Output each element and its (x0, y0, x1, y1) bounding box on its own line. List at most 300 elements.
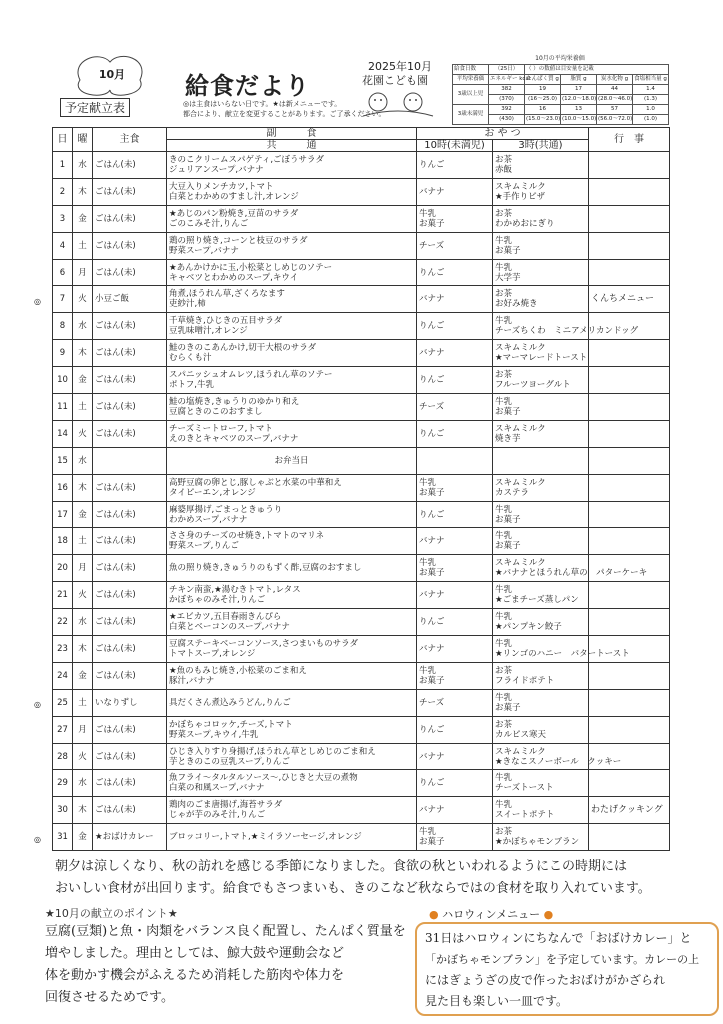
snack-3-cell (493, 528, 589, 555)
snack-10-cell-text: りんご (419, 778, 445, 789)
weekday-cell (73, 528, 93, 555)
staple-cell (93, 636, 167, 663)
menu-table (52, 127, 670, 851)
snack-10-cell (417, 474, 493, 501)
nutrition-table (452, 64, 669, 125)
snack-10-cell (417, 582, 493, 609)
day-cell (53, 743, 73, 770)
day-cell-text: 22 (57, 617, 68, 628)
weekday-cell (73, 286, 93, 313)
weekday-cell (73, 420, 93, 447)
snack-3-cell (493, 636, 630, 663)
side-dish-cell (167, 501, 417, 528)
staple-cell (93, 824, 167, 851)
staple-cell-text: ごはん(未) (95, 159, 136, 170)
nutrition-value: 13 (561, 105, 597, 115)
day-cell (53, 797, 73, 824)
halloween-title: ● ハロウィンメニュー ● (425, 906, 557, 922)
day-cell-text: 24 (57, 670, 68, 681)
side-dish-cell-text: 魚フライ〜タルタルソース〜,ひじきと大豆の煮物 (169, 773, 358, 784)
side-dish-cell-text: トマトスープ,オレンジ (169, 648, 256, 659)
weekday-cell-text: 火 (78, 428, 87, 439)
snack-3-cell-text: スキムミルク (495, 477, 546, 488)
weekday-cell-text: 火 (78, 294, 87, 305)
day-cell (53, 474, 73, 501)
staple-cell-text: ごはん(未) (95, 401, 136, 412)
staple-cell (93, 797, 167, 824)
nutrition-value: 44 (597, 85, 633, 95)
menu-row (53, 743, 670, 770)
halloween-line: 31日はハロウィンにちなんで「おばけカレー」と (425, 931, 692, 945)
staple-cell (93, 420, 167, 447)
menu-row (53, 797, 670, 824)
weekday-cell (73, 178, 93, 205)
event-cell (589, 394, 670, 421)
snack-3-cell-text: 牛乳 (495, 800, 513, 811)
event-cell (589, 501, 670, 528)
nutrition-row-label: 3歳以上児 (453, 85, 489, 105)
day-cell-text: 11 (57, 401, 68, 412)
snack-10-cell (417, 394, 493, 421)
weekday-cell (73, 152, 93, 179)
day-cell-text: 16 (57, 482, 68, 493)
snack-10-cell (417, 824, 493, 851)
staple-cell (93, 689, 167, 716)
weekday-cell (73, 474, 93, 501)
header-note-2: 都合により、献立を変更することがあります。ご了承ください。 (183, 110, 386, 118)
side-dish-cell-text: 吏紗汁,柿 (169, 299, 206, 310)
snack-3-cell-text: お茶 (495, 370, 513, 381)
side-dish-cell (167, 259, 417, 286)
days-label: 給食日数 (453, 65, 489, 75)
side-dish-cell (167, 528, 417, 555)
side-dish-cell (167, 609, 417, 636)
staple-cell-text: ごはん(未) (95, 536, 136, 547)
menu-row (53, 286, 670, 313)
snack-3-cell-text: 牛乳 (495, 531, 513, 542)
menu-row (53, 394, 670, 421)
snack-10-cell (417, 609, 493, 636)
side-dish-cell-text: 豚汁,バナナ (169, 675, 215, 686)
day-cell (53, 286, 73, 313)
weekday-cell (73, 205, 93, 232)
side-dish-cell-text: 豆腐ときのこのおすまし (169, 406, 263, 417)
staple-cell-text: 小豆ご飯 (95, 294, 130, 305)
snack-3-cell-text: お茶 (495, 719, 513, 730)
intro-text (55, 856, 695, 900)
header-side: 副 食 (167, 128, 417, 140)
weekday-cell (73, 716, 93, 743)
day-cell (53, 609, 73, 636)
schedule-subtitle: 予定献立表 (60, 98, 130, 117)
snack-10-cell-text: お菓子 (419, 487, 445, 498)
side-dish-cell-text: 千草焼き,ひじきの五目サラダ (169, 316, 283, 327)
weekday-cell-text: 金 (78, 213, 87, 224)
staple-cell (93, 152, 167, 179)
snack-3-cell (493, 340, 589, 367)
snack-3-cell-text: スキムミルク (495, 181, 546, 192)
snack-3-cell (493, 797, 589, 824)
snack-3-cell-text: ★手作りピザ (495, 191, 546, 202)
side-dish-cell-text: 野菜スープ,りんご (169, 541, 239, 552)
menu-row (53, 152, 670, 179)
snack-10-cell (417, 152, 493, 179)
header-snack-3: 3時(共通) (493, 140, 589, 152)
snack-3-cell-text: わかめおにぎり (495, 218, 555, 229)
header-snack-10: 10時(未満児) (417, 140, 493, 152)
side-dish-cell-text: 芋ときのこの豆乳スープ,りんご (169, 756, 290, 767)
weekday-cell (73, 824, 93, 851)
day-cell (53, 582, 73, 609)
snack-10-cell (417, 447, 493, 474)
school-name: 花園こども園 (362, 74, 428, 87)
snack-10-cell-text: 牛乳 (419, 208, 437, 219)
nutrition-value: 382 (489, 85, 525, 95)
side-dish-cell-text: 鮭のきのこあんかけ,切干大根のサラダ (169, 343, 317, 354)
nutrition-row-label: 3歳未満児 (453, 105, 489, 125)
staple-cell-text: ごはん(未) (95, 643, 136, 654)
side-dish-cell-text: タイピーエン,オレンジ (169, 487, 256, 498)
snack-3-cell (493, 420, 589, 447)
side-dish-cell-text: 鮭の塩焼き,きゅうりのゆかり和え (169, 396, 300, 407)
staple-cell-text: ごはん(未) (95, 186, 136, 197)
side-dish-cell (167, 797, 417, 824)
snack-10-cell-text: りんご (419, 724, 445, 735)
snack-3-cell-text: スキムミルク (495, 746, 546, 757)
event-cell (589, 797, 670, 824)
menu-row (53, 528, 670, 555)
snack-10-cell-text: りんご (419, 428, 445, 439)
day-cell-text: 7 (59, 294, 66, 305)
weekday-cell (73, 797, 93, 824)
day-cell-text: 23 (57, 643, 68, 654)
snack-3-cell-text: ★リンゴのハニー バタートースト (495, 648, 630, 659)
staple-cell-text: ごはん(未) (95, 428, 136, 439)
event-cell (589, 716, 670, 743)
weekday-cell (73, 609, 93, 636)
staple-cell (93, 447, 167, 474)
snack-10-cell (417, 555, 493, 582)
snack-3-cell-text: 大学芋 (495, 272, 521, 283)
snack-3-cell-text: チーズトースト (495, 783, 554, 794)
menu-row (53, 555, 670, 582)
nutrition-note: （ ）の数値は目安量を記載 (525, 65, 669, 75)
page-title: 給食だより (185, 72, 310, 100)
day-cell (53, 555, 73, 582)
menu-row (53, 662, 670, 689)
snack-3-cell-text: スキムミルク (495, 423, 546, 434)
menu-row (53, 232, 670, 259)
event-cell (589, 474, 670, 501)
halloween-body (425, 928, 715, 1012)
intro-line-2: おいしい食材が出回ります。給食でもさつまいも、きのこなど秋ならではの食材を取り入れています。 (55, 881, 651, 896)
staple-cell-text: ごはん(未) (95, 563, 136, 574)
snack-3-cell-text: 牛乳 (495, 235, 513, 246)
staple-cell-text: ごはん(未) (95, 375, 136, 386)
nutrition-value: 19 (525, 85, 561, 95)
day-cell (53, 716, 73, 743)
staple-cell-text: ★おばけカレー (95, 832, 154, 843)
staple-cell (93, 232, 167, 259)
nutrition-target: (430) (489, 115, 525, 125)
day-cell (53, 178, 73, 205)
side-dish-cell-text: ★エビカツ,五目春雨きんぴら (169, 612, 282, 623)
weekday-cell-text: 金 (78, 375, 87, 386)
staple-cell-text: ごはん(未) (95, 213, 136, 224)
snack-3-cell-text: チーズちくわ ミニアメリカンドッグ (495, 326, 639, 337)
snack-3-cell-text: フルーツヨーグルト (495, 380, 571, 391)
event-cell (589, 447, 670, 474)
event-cell (589, 824, 670, 851)
event-cell-text: くんちメニュー (591, 294, 655, 305)
snack-10-cell (417, 340, 493, 367)
side-dish-cell (167, 152, 417, 179)
snack-3-cell-text: 牛乳 (495, 504, 513, 515)
staple-cell-text: ごはん(未) (95, 778, 136, 789)
staple-cell (93, 394, 167, 421)
weekday-cell-text: 水 (78, 778, 87, 789)
side-dish-cell-text: えのきとキャベツのスープ,バナナ (169, 433, 299, 444)
side-dish-cell (167, 716, 417, 743)
weekday-cell-text: 土 (78, 401, 87, 412)
snack-10-cell (417, 662, 493, 689)
event-cell (589, 232, 670, 259)
side-dish-cell-text: チーズミートローフ,トマト (169, 423, 273, 434)
staple-cell (93, 662, 167, 689)
event-cell (589, 340, 670, 367)
snack-10-cell-text: バナナ (419, 590, 445, 601)
side-dish-cell-text: わかめスープ,バナナ (169, 514, 248, 525)
staple-cell (93, 582, 167, 609)
side-dish-cell-text: チキン南蛮,★湯むきトマト,レタス (169, 585, 301, 596)
weekday-cell-text: 火 (78, 590, 87, 601)
staple-cell (93, 205, 167, 232)
side-dish-cell-text: キャベツとわかめのスープ,キウイ (169, 272, 299, 283)
snack-3-cell-text: スキムミルク (495, 558, 546, 569)
event-cell (589, 259, 670, 286)
day-cell-text: 21 (57, 590, 68, 601)
staple-cell (93, 743, 167, 770)
snack-10-cell (417, 797, 493, 824)
day-cell (53, 152, 73, 179)
day-cell-text: 2 (59, 186, 66, 197)
snack-10-cell-text: バナナ (419, 348, 445, 359)
event-cell (589, 152, 670, 179)
snack-3-cell (493, 689, 589, 716)
staple-cell-text: ごはん(未) (95, 617, 136, 628)
snack-10-cell-text: お菓子 (419, 675, 445, 686)
staple-cell (93, 501, 167, 528)
weekday-cell-text: 木 (78, 643, 87, 654)
menu-row (53, 259, 670, 286)
menu-point-line: 回復させるためです。 (45, 990, 174, 1005)
staple-cell (93, 259, 167, 286)
event-cell (589, 528, 670, 555)
snack-10-cell-text: りんご (419, 509, 445, 520)
staple-cell (93, 367, 167, 394)
side-dish-cell (167, 205, 417, 232)
weekday-cell (73, 501, 93, 528)
menu-row (53, 824, 670, 851)
side-dish-cell-text: ポトフ,牛乳 (169, 380, 214, 391)
snack-10-cell-text: チーズ (419, 697, 445, 708)
side-dish-cell-text: ジュリアンスープ,バナナ (169, 164, 264, 175)
side-dish-cell (167, 447, 417, 474)
menu-row (53, 474, 670, 501)
day-cell-text: 14 (57, 428, 68, 439)
snack-3-cell (493, 259, 589, 286)
intro-line-1: 朝夕は涼しくなり、秋の訪れを感じる季節になりました。食欲の秋といわれるようにこの時期には (55, 859, 628, 874)
snack-3-cell-text: お菓子 (495, 245, 521, 256)
event-cell (589, 205, 670, 232)
side-dish-cell-text: かぼちゃのみそ汁,りんご (169, 595, 266, 606)
weekday-cell-text: 土 (78, 536, 87, 547)
side-dish-cell-text: 高野豆腐の卵とじ,豚しゃぶと水菜の中華和え (169, 477, 342, 488)
weekday-cell (73, 232, 93, 259)
snack-3-cell (493, 152, 589, 179)
snack-3-cell (493, 743, 622, 770)
side-dish-cell-text: 白菜とベーコンのスープ,バナナ (169, 622, 290, 633)
nutrition-header: 脂質 g (561, 75, 597, 85)
snack-3-cell-text: お菓子 (495, 702, 521, 713)
event-cell (589, 367, 670, 394)
days-value: （25日） (489, 65, 525, 75)
weekday-cell-text: 木 (78, 482, 87, 493)
side-dish-cell (167, 367, 417, 394)
side-dish-cell-text: むらくも汁 (169, 353, 212, 364)
menu-point-line: 体を動かす機会がふえるため消耗した筋肉や体力を (45, 968, 345, 983)
day-cell-text: 20 (57, 563, 68, 574)
day-cell (53, 501, 73, 528)
side-dish-cell-text: 豆腐ステーキベーコンソース,さつまいものサラダ (169, 638, 359, 649)
weekday-cell-text: 水 (78, 159, 87, 170)
snack-10-cell-text: チーズ (419, 240, 445, 251)
snack-10-cell (417, 367, 493, 394)
snack-3-cell-text: ★パンプキン餃子 (495, 622, 562, 633)
staple-cell-text: ごはん(未) (95, 509, 136, 520)
snack-3-cell-text: 牛乳 (495, 612, 513, 623)
day-cell-text: 28 (57, 751, 68, 762)
staple-cell-text: ごはん(未) (95, 321, 136, 332)
header-weekday: 曜 (73, 128, 93, 152)
snack-3-cell-text: ★バナナとほうれん草の パターケーキ (495, 568, 648, 579)
menu-row (53, 340, 670, 367)
snack-3-cell-text: スイートポテト (495, 810, 555, 821)
menu-row (53, 582, 670, 609)
issue-date: 2025年10月 (368, 60, 432, 73)
snack-3-cell (493, 662, 589, 689)
event-cell (589, 770, 670, 797)
side-dish-cell (167, 340, 417, 367)
staple-cell (93, 555, 167, 582)
staple-cell-text: ごはん(未) (95, 348, 136, 359)
side-dish-cell (167, 582, 417, 609)
menu-row (53, 367, 670, 394)
snack-10-cell-text: お菓子 (419, 837, 445, 848)
snack-10-cell-text: 牛乳 (419, 477, 437, 488)
side-dish-cell-text: じゃが芋のみそ汁,りんご (169, 810, 266, 821)
day-cell-text: 8 (59, 321, 66, 332)
menu-point-section (45, 905, 406, 1009)
side-dish-cell-text: 角煮,ほうれん草,ざくろなます (169, 289, 285, 300)
day-cell-text: 3 (59, 213, 66, 224)
day-cell-text: 15 (57, 455, 68, 466)
snack-3-cell-text: お茶 (495, 289, 513, 300)
snack-10-cell-text: 牛乳 (419, 827, 437, 838)
snack-3-cell (493, 501, 589, 528)
staple-cell-text: ごはん(未) (95, 724, 136, 735)
snack-10-cell-text: バナナ (419, 536, 445, 547)
snack-3-cell-text: お茶 (495, 154, 513, 165)
snack-3-cell-text: 牛乳 (495, 638, 513, 649)
snack-10-cell (417, 770, 493, 797)
snack-3-cell-text: お菓子 (495, 514, 521, 525)
snack-3-cell-text: お茶 (495, 665, 513, 676)
snack-3-cell-text: スキムミルク (495, 343, 546, 354)
menu-row (53, 447, 670, 474)
day-cell (53, 689, 73, 716)
side-dish-cell (167, 286, 417, 313)
weekday-cell (73, 394, 93, 421)
snack-3-cell-text: お茶 (495, 827, 513, 838)
weekday-cell-text: 水 (78, 617, 87, 628)
snack-10-cell (417, 716, 493, 743)
weekday-cell (73, 340, 93, 367)
children-illustration (358, 88, 438, 120)
header-day: 日 (53, 128, 73, 152)
snack-10-cell-text: バナナ (419, 805, 445, 816)
month-label: 10月 (98, 68, 126, 81)
day-cell (53, 394, 73, 421)
side-dish-cell (167, 824, 417, 851)
snack-3-cell-text: 牛乳 (495, 773, 513, 784)
side-dish-cell-text: ひじき入りすり身揚げ,ほうれん草としめじのごま和え (169, 746, 376, 757)
snack-3-cell (493, 609, 589, 636)
staple-cell (93, 528, 167, 555)
day-cell (53, 313, 73, 340)
staple-cell-text: ごはん(未) (95, 482, 136, 493)
side-dish-cell (167, 178, 417, 205)
staple-cell (93, 313, 167, 340)
snack-3-cell-text: ★きなこスノーボール クッキー (495, 756, 622, 767)
day-cell-text: 9 (59, 348, 66, 359)
snack-10-cell-text: りんご (419, 267, 445, 278)
snack-3-cell (493, 178, 589, 205)
side-dish-cell-text: ブロッコリー,トマト,★ミイラソーセージ,オレンジ (169, 832, 362, 843)
header-snack: お や つ (417, 128, 589, 140)
menu-point-line: 豆腐(豆類)と魚・肉類をバランス良く配置し、たんぱく質量を (45, 924, 406, 939)
staple-cell-text: ごはん(未) (95, 240, 136, 251)
snack-10-cell-text: バナナ (419, 294, 445, 305)
staple-cell-text: ごはん(未) (95, 590, 136, 601)
snack-3-cell-text: カステラ (495, 487, 529, 498)
staple-cell (93, 286, 167, 313)
halloween-line: にはぎょうざの皮で作ったおばけがかざられ (425, 973, 666, 987)
day-cell (53, 824, 73, 851)
side-dish-cell (167, 474, 417, 501)
day-cell (53, 259, 73, 286)
weekday-cell (73, 555, 93, 582)
event-cell (589, 689, 670, 716)
event-cell (589, 420, 670, 447)
weekday-cell-text: 土 (78, 240, 87, 251)
side-dish-cell-text: 魚の照り焼き,きゅうりのもずく酢,豆腐のおすまし (169, 563, 362, 574)
day-cell-text: 25 (57, 697, 68, 708)
day-cell (53, 636, 73, 663)
nutrition-value: 1.0 (633, 105, 669, 115)
day-cell (53, 770, 73, 797)
side-dish-cell-text: 大豆入りメンチカツ,トマト (169, 181, 274, 192)
